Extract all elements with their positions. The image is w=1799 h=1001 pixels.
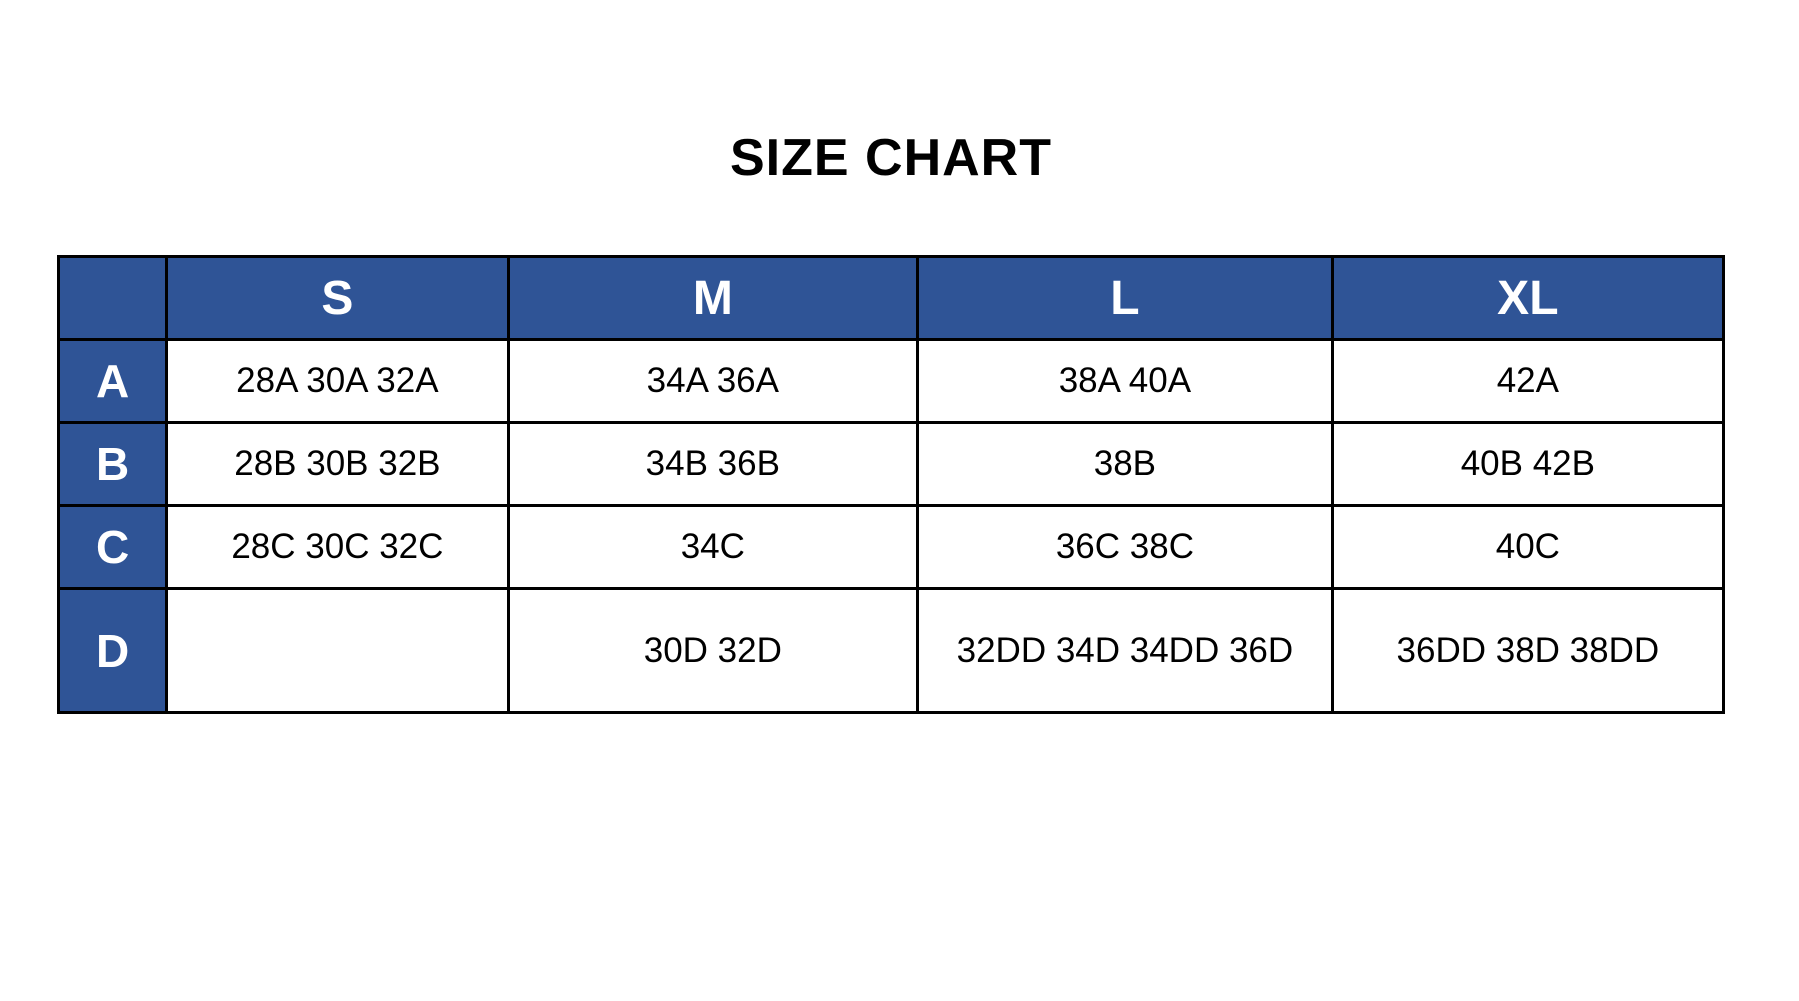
row-label-a: A <box>59 340 167 423</box>
row-label-c: C <box>59 506 167 589</box>
cell-a-l: 38A 40A <box>918 340 1333 423</box>
cell-c-l: 36C 38C <box>918 506 1333 589</box>
column-header-m: M <box>508 257 918 340</box>
cell-d-xl: 36DD 38D 38DD <box>1332 589 1723 713</box>
size-chart-table <box>57 255 1725 714</box>
cell-c-xl: 40C <box>1332 506 1723 589</box>
cell-c-s: 28C 30C 32C <box>167 506 508 589</box>
page-title: SIZE CHART <box>730 129 1052 187</box>
table-row-d <box>59 589 1724 713</box>
table-row-c <box>59 506 1724 589</box>
cell-a-m: 34A 36A <box>508 340 918 423</box>
row-label-b: B <box>59 423 167 506</box>
cell-d-m: 30D 32D <box>508 589 918 713</box>
header-row <box>59 257 1724 340</box>
row-label-d: D <box>59 589 167 713</box>
cell-a-xl: 42A <box>1332 340 1723 423</box>
column-header-l: L <box>918 257 1333 340</box>
cell-a-s: 28A 30A 32A <box>167 340 508 423</box>
corner-cell <box>59 257 167 340</box>
table-row-b <box>59 423 1724 506</box>
table-row-a <box>59 340 1724 423</box>
cell-b-s: 28B 30B 32B <box>167 423 508 506</box>
cell-b-xl: 40B 42B <box>1332 423 1723 506</box>
cell-d-s <box>167 589 508 713</box>
cell-d-l: 32DD 34D 34DD 36D <box>918 589 1333 713</box>
cell-b-m: 34B 36B <box>508 423 918 506</box>
column-header-s: S <box>167 257 508 340</box>
column-header-xl: XL <box>1332 257 1723 340</box>
cell-c-m: 34C <box>508 506 918 589</box>
cell-b-l: 38B <box>918 423 1333 506</box>
